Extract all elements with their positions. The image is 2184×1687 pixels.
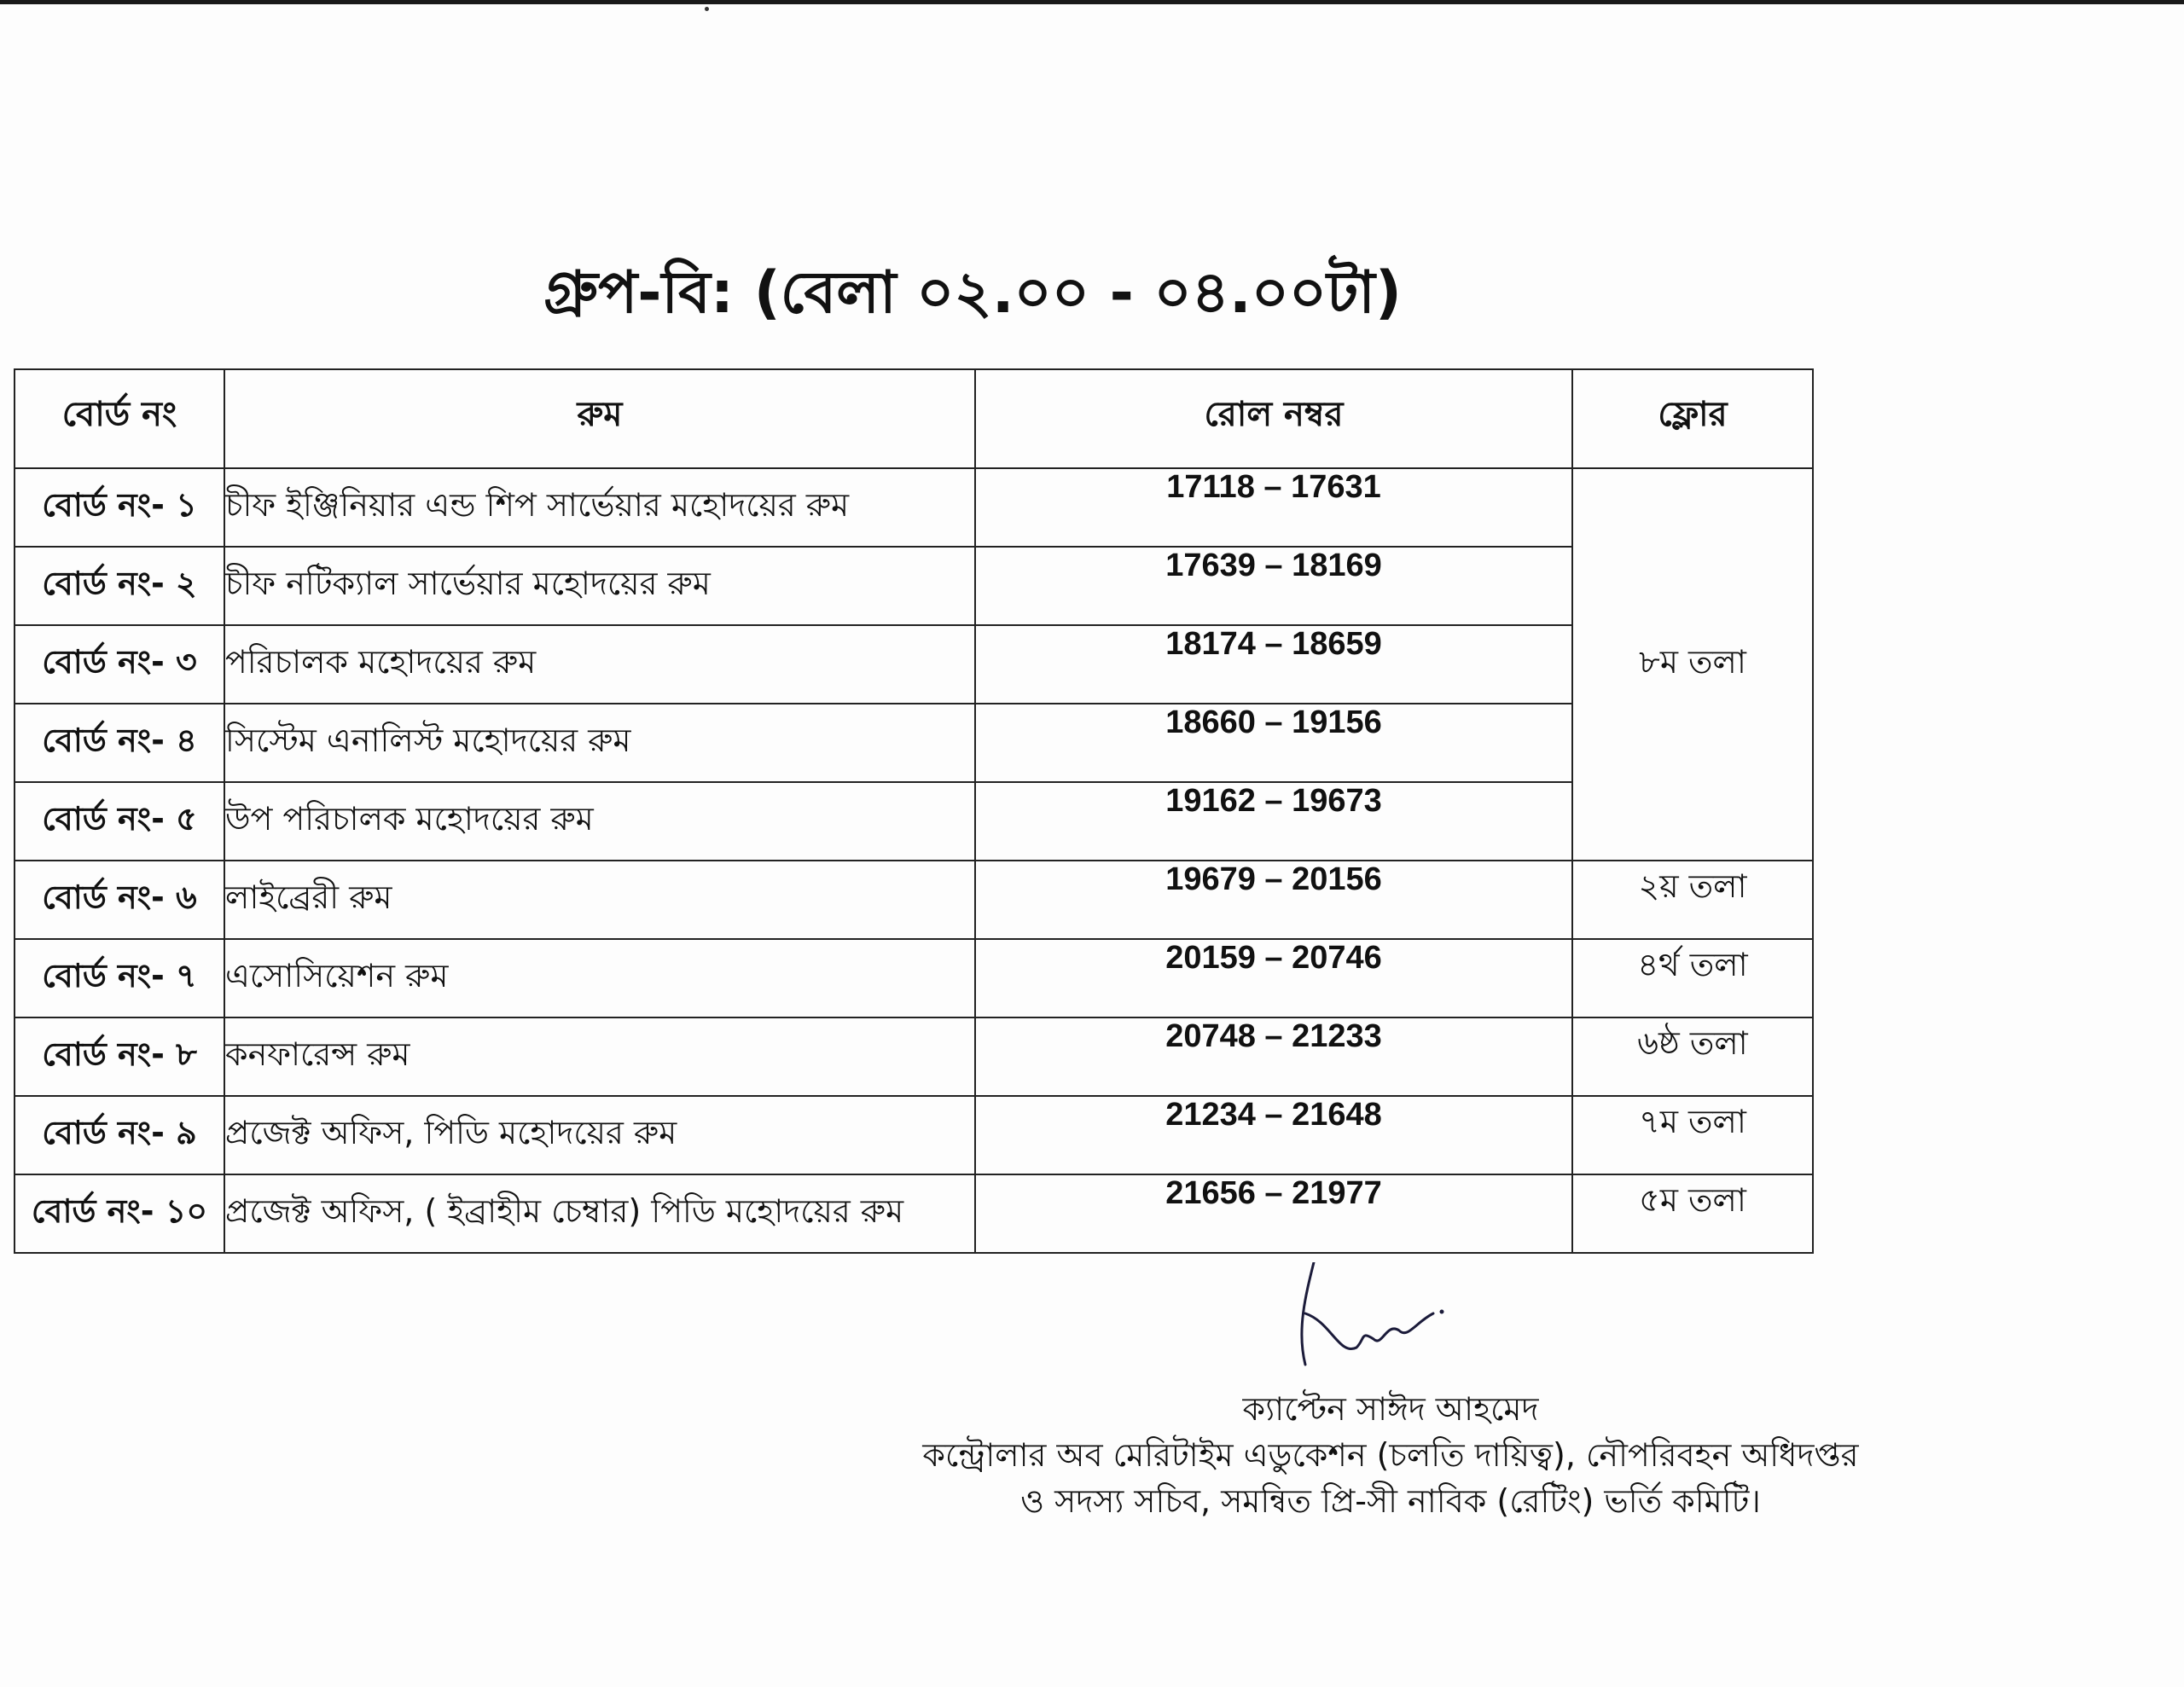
room-cell: কনফারেন্স রুম: [224, 1017, 975, 1096]
floor-cell: ৫ম তলা: [1572, 1174, 1813, 1253]
roll-range-cell: 20159 – 20746: [975, 939, 1572, 1017]
board-cell: বোর্ড নং- ১০: [15, 1174, 224, 1253]
board-cell: বোর্ড নং- ৬: [15, 861, 224, 939]
header-floor: ফ্লোর: [1572, 369, 1813, 468]
header-roll: রোল নম্বর: [975, 369, 1572, 468]
table-row: [15, 782, 1813, 861]
table-row: [15, 704, 1813, 782]
board-cell: বোর্ড নং- ১: [15, 468, 224, 547]
roll-range-cell: 18174 – 18659: [975, 625, 1572, 704]
table-header-row: [15, 369, 1813, 468]
page-top-edge: [0, 0, 2184, 4]
board-cell: বোর্ড নং- ৮: [15, 1017, 224, 1096]
signatory-designation-1: কন্ট্রোলার অব মেরিটাইম এডুকেশন (চলতি দায়িত্ব), নৌপরিবহন অধিদপ্তর: [922, 1436, 1859, 1474]
table-row: [15, 468, 1813, 547]
floor-cell: ৮ম তলা: [1572, 468, 1813, 861]
roll-range-cell: 21656 – 21977: [975, 1174, 1572, 1253]
table-row: [15, 1017, 1813, 1096]
room-cell: উপ পরিচালক মহোদয়ের রুম: [224, 782, 975, 861]
roll-range-cell: 19162 – 19673: [975, 782, 1572, 861]
scan-speck: [705, 7, 709, 11]
room-cell: সিস্টেম এনালিস্ট মহোদয়ের রুম: [224, 704, 975, 782]
roll-range-cell: 18660 – 19156: [975, 704, 1572, 782]
room-cell: লাইব্রেরী রুম: [224, 861, 975, 939]
room-cell: এসোসিয়েশন রুম: [224, 939, 975, 1017]
room-cell: প্রজেক্ট অফিস, পিডি মহোদয়ের রুম: [224, 1096, 975, 1174]
board-cell: বোর্ড নং- ৩: [15, 625, 224, 704]
table-row: [15, 861, 1813, 939]
board-cell: বোর্ড নং- ২: [15, 547, 224, 625]
roll-range-cell: 19679 – 20156: [975, 861, 1572, 939]
roll-range-cell: 17118 – 17631: [975, 468, 1572, 547]
room-cell: প্রজেক্ট অফিস, ( ইব্রাহীম চেম্বার) পিডি মহোদয়ের রুম: [224, 1174, 975, 1253]
board-cell: বোর্ড নং- ৭: [15, 939, 224, 1017]
roll-range-cell: 21234 – 21648: [975, 1096, 1572, 1174]
room-cell: চীফ ইঞ্জিনিয়ার এন্ড শিপ সার্ভেয়ার মহোদয়ের রুম: [224, 468, 975, 547]
board-schedule-table: [14, 368, 1814, 1254]
table-row: [15, 625, 1813, 704]
floor-cell: ২য় তলা: [1572, 861, 1813, 939]
table-row: [15, 1096, 1813, 1174]
table-row: [15, 939, 1813, 1017]
board-cell: বোর্ড নং- ৯: [15, 1096, 224, 1174]
room-cell: পরিচালক মহোদয়ের রুম: [224, 625, 975, 704]
floor-cell: ৬ষ্ঠ তলা: [1572, 1017, 1813, 1096]
signatory-block: [887, 1386, 1894, 1524]
floor-cell: ৭ম তলা: [1572, 1096, 1813, 1174]
board-cell: বোর্ড নং- ৫: [15, 782, 224, 861]
floor-cell: ৪র্থ তলা: [1572, 939, 1813, 1017]
header-board: বোর্ড নং: [15, 369, 224, 468]
table-row: [15, 1174, 1813, 1253]
roll-range-cell: 17639 – 18169: [975, 547, 1572, 625]
roll-range-cell: 20748 – 21233: [975, 1017, 1572, 1096]
board-cell: বোর্ড নং- ৪: [15, 704, 224, 782]
table-row: [15, 547, 1813, 625]
signatory-designation-2: ও সদস্য সচিব, সমন্বিত প্রি-সী নাবিক (রেটিং) ভর্তি কমিটি।: [1020, 1482, 1761, 1520]
signatory-name: ক্যাপ্টেন সাঈদ আহমেদ: [1242, 1390, 1539, 1428]
room-cell: চীফ নটিক্যাল সার্ভেয়ার মহোদয়ের রুম: [224, 547, 975, 625]
header-room: রুম: [224, 369, 975, 468]
page-title: গ্রুপ-বি: (বেলা ০২.০০ - ০৪.০০টা): [543, 259, 1402, 327]
handwritten-signature: [1280, 1262, 1450, 1382]
